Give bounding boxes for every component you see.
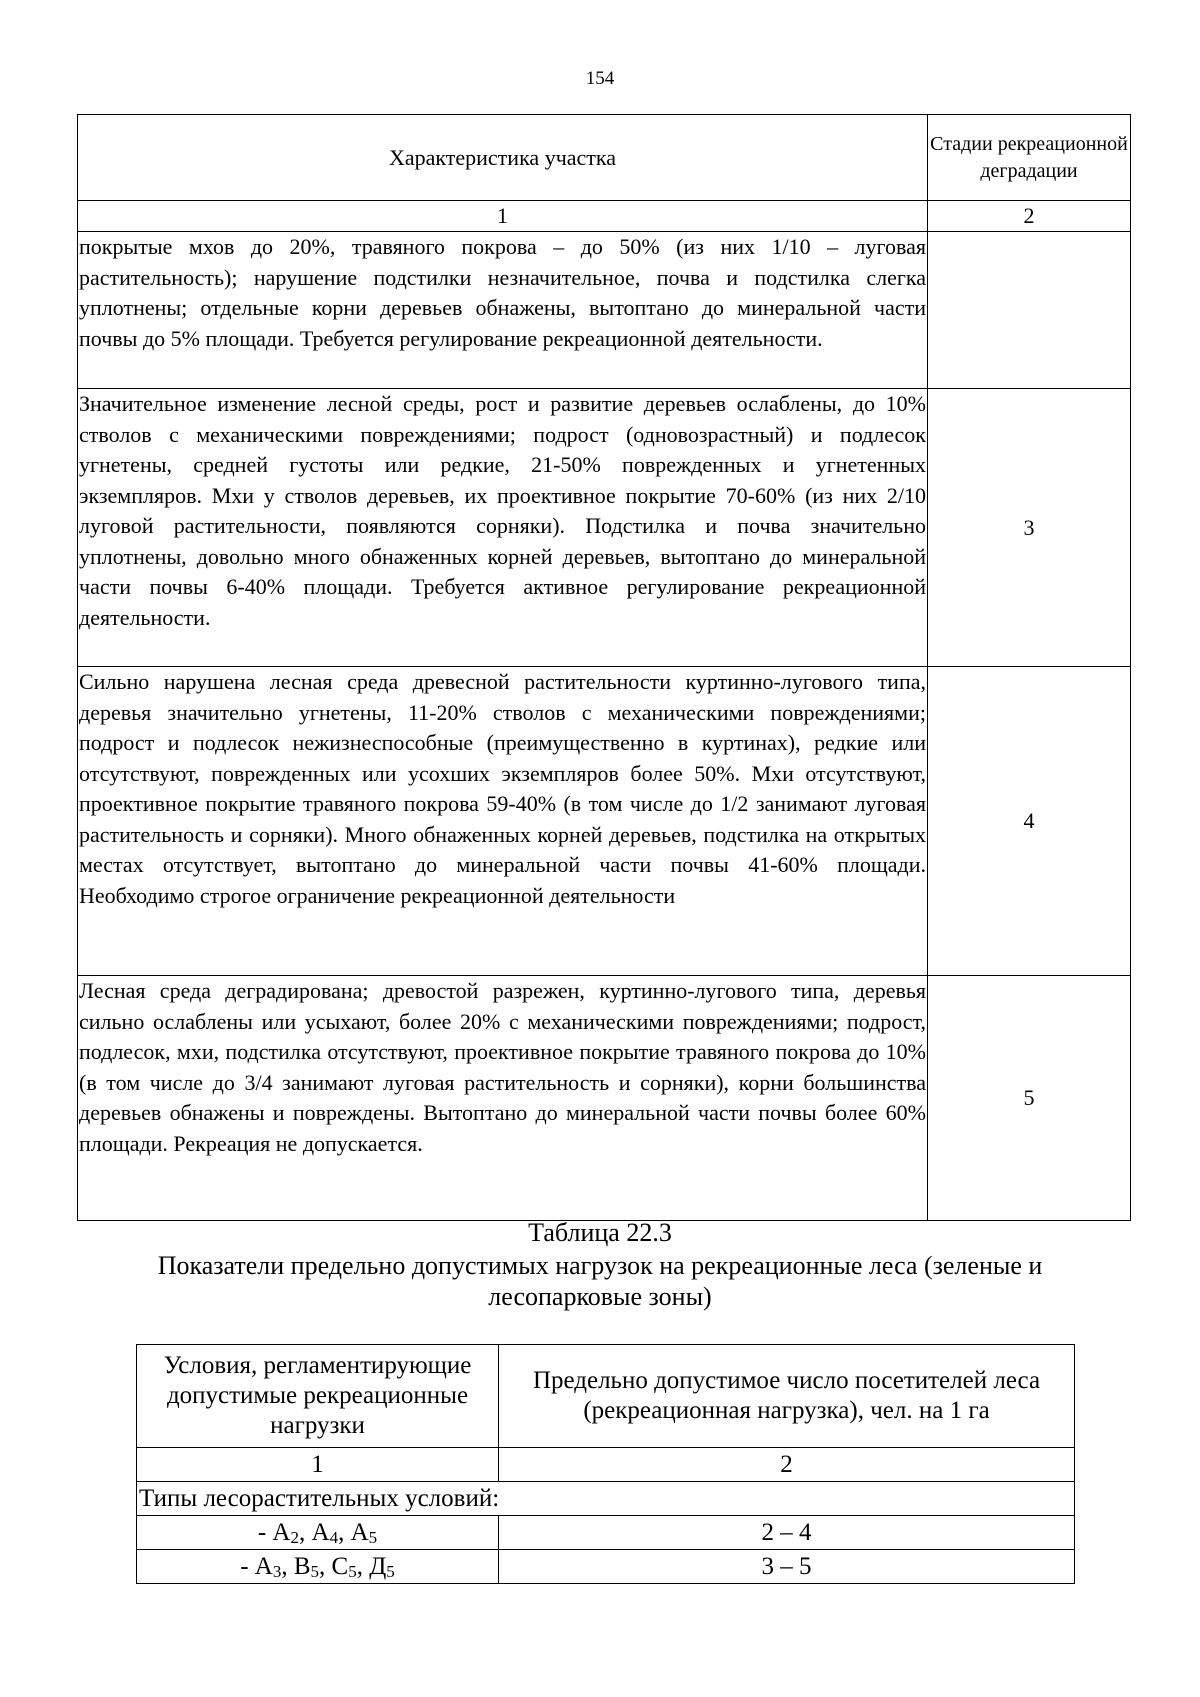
column-number-2: 2 (499, 1448, 1075, 1482)
page-number: 154 (585, 68, 615, 89)
forest-condition-types: - $А_3$, $В_5$, $С_5$, $Д_5$ (137, 1550, 499, 1584)
table-label: Таблица 22.3 (528, 1218, 672, 1247)
forest-conditions-group-label: Типы лесорастительных условий: (137, 1482, 1075, 1516)
group-row (137, 1482, 1075, 1516)
max-visitor-load: 2 – 4 (499, 1516, 1075, 1550)
header-degradation-stages: Стадии рекреационной деградации (928, 115, 1131, 201)
degradation-stage: 4 (928, 667, 1131, 976)
header-max-visitors: Предельно допустимое число посетителей леса (рекреационная нагрузка), чел. на 1 га (499, 1345, 1075, 1448)
column-number-1: 1 (137, 1448, 499, 1482)
header-site-characteristics: Характеристика участка (78, 115, 928, 201)
forest-condition-types: - $А_2$, $А_4$, $А_5$ (137, 1516, 499, 1550)
table-header-row (137, 1345, 1075, 1448)
site-description: Сильно нарушена лесная среда древесной растительности куртинно-лугового типа, деревья значительно угнетены, 11-20% стволов с механическими повреждениями; подрост и подлесок нежизнеспособные (преимущественно в куртинах), редкие или отсутствуют, поврежденных или усохших экземпляров более 50%. Мхи отсутствуют, проективное покрытие травяного покрова 59-40% (в том числе до 1/2 занимают луговая растительность и сорняки). Много обнаженных корней деревьев, подстилка на открытых местах отсутствует, вытоптано до минеральной части почвы 41-60% площади. Необходимо строгое ограничение рекреационной деятельности (78, 667, 928, 976)
column-number-row (137, 1448, 1075, 1482)
table-row (78, 389, 1131, 667)
site-characteristics-table (77, 114, 1131, 1221)
site-description: покрытые мхов до 20%, травяного покрова – до 50% (из них 1/10 – луговая растительность); нарушение подстилки незначительное, почва и подстилка слегка уплотнены; отдельные корни деревьев обнажены, вытоптано до минеральной части почвы до 5% площади. Требуется регулирование рекреационной деятельности. (78, 232, 928, 389)
header-conditions: Условия, регламентирующие допустимые рекреационные нагрузки (137, 1345, 499, 1448)
table-header-row (78, 115, 1131, 201)
table-row (78, 232, 1131, 389)
table-caption: Показатели предельно допустимых нагрузок на рекреационные леса (зеленые и лесопарковые зоны) (157, 1251, 1043, 1311)
degradation-stage (928, 232, 1131, 389)
column-number-1: 1 (78, 201, 928, 232)
site-description: Лесная среда деградирована; древостой разрежен, куртинно-лугового типа, деревья сильно ослаблены или усыхают, более 20% с механическими повреждениями; подрост, подлесок, мхи, подстилка отсутствуют, проективное покрытие травяного покрова до 10% (в том числе до 3/4 занимают луговая растительность и сорняки), корни большинства деревьев обнажены и повреждены. Вытоптано до минеральной части почвы более 60% площади. Рекреация не допускается. (78, 976, 928, 1221)
table-row (78, 976, 1131, 1221)
column-number-2: 2 (928, 201, 1131, 232)
column-number-row (78, 201, 1131, 232)
table-row (137, 1516, 1075, 1550)
table-row (78, 667, 1131, 976)
recreational-load-table (136, 1344, 1075, 1584)
degradation-stage: 3 (928, 389, 1131, 667)
max-visitor-load: 3 – 5 (499, 1550, 1075, 1584)
degradation-stage: 5 (928, 976, 1131, 1221)
table-row (137, 1550, 1075, 1584)
site-description: Значительное изменение лесной среды, рост и развитие деревьев ослаблены, до 10% стволов с механическими повреждениями; подрост (одновозрастный) и подлесок угнетены, средней густоты или редкие, 21-50% поврежденных и угнетенных экземпляров. Мхи у стволов деревьев, их проективное покрытие 70-60% (из них 2/10 луговой растительности, появляются сорняки). Подстилка и почва значительно уплотнены, довольно много обнаженных корней деревьев, вытоптано до минеральной части почвы 6-40% площади. Требуется активное регулирование рекреационной деятельности. (78, 389, 928, 667)
